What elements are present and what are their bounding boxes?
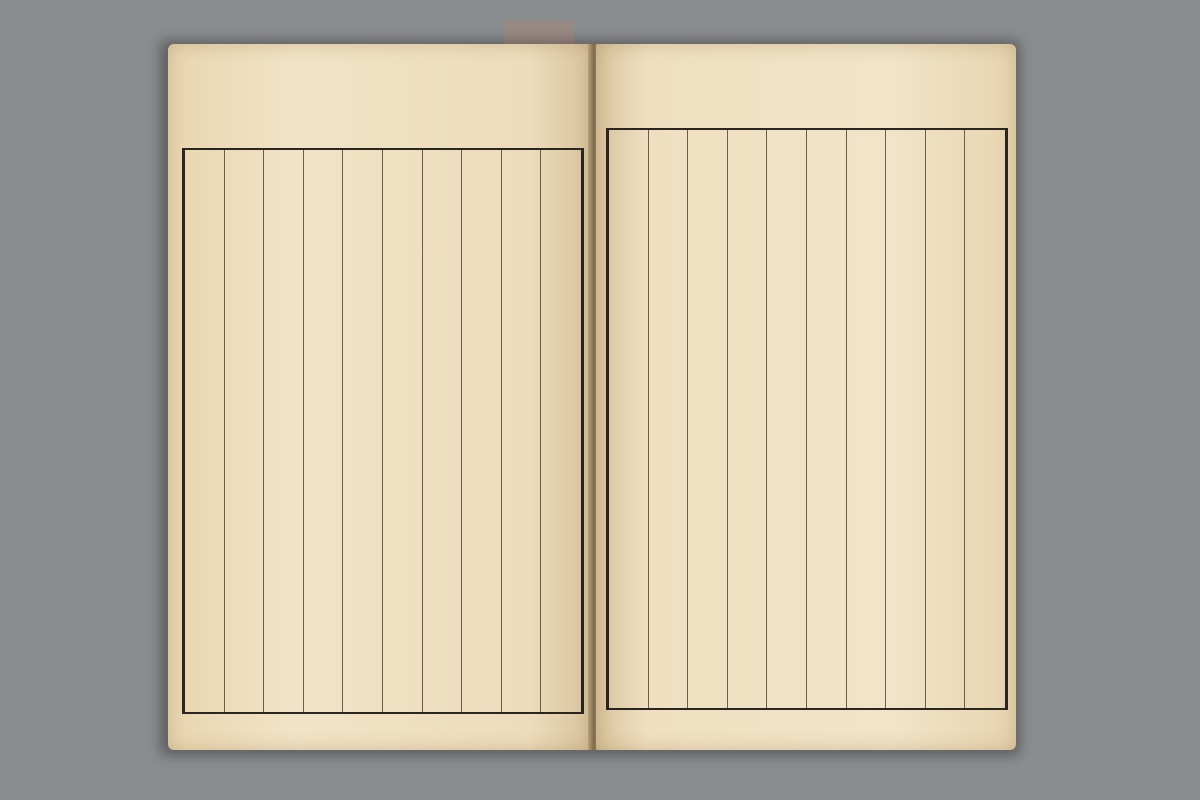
- text-column: [613, 140, 645, 698]
- column-rule: [964, 130, 965, 708]
- text-column: [347, 160, 379, 702]
- column-rule: [925, 130, 926, 708]
- column-rule: [806, 130, 807, 708]
- text-column: [653, 140, 685, 698]
- column-rule: [766, 130, 767, 708]
- column-rule: [224, 150, 225, 712]
- text-column: [692, 140, 724, 698]
- right-page: [596, 44, 1016, 750]
- text-column: [466, 160, 498, 702]
- column-rule: [382, 150, 383, 712]
- column-rule: [461, 150, 462, 712]
- text-column: [771, 140, 803, 698]
- column-rule: [885, 130, 886, 708]
- text-column: [890, 140, 922, 698]
- text-column: [189, 160, 221, 702]
- column-rule: [846, 130, 847, 708]
- left-page: [168, 44, 592, 750]
- column-rule: [303, 150, 304, 712]
- text-column: [732, 140, 764, 698]
- column-rule: [422, 150, 423, 712]
- text-column: [387, 160, 419, 702]
- text-column: [427, 160, 459, 702]
- column-rule: [501, 150, 502, 712]
- text-column: [811, 140, 843, 698]
- column-rule: [687, 130, 688, 708]
- text-column: [308, 160, 340, 702]
- left-text-frame: [182, 148, 584, 714]
- column-rule: [540, 150, 541, 712]
- column-rule: [263, 150, 264, 712]
- text-column: [229, 160, 261, 702]
- text-column: [969, 140, 1001, 698]
- folio-number: [1015, 550, 1039, 630]
- column-rule: [648, 130, 649, 708]
- open-book: [168, 44, 1016, 750]
- column-rule: [727, 130, 728, 708]
- text-column: [506, 160, 538, 702]
- right-text-frame: [606, 128, 1008, 710]
- text-column: [851, 140, 883, 698]
- text-column: [545, 160, 577, 702]
- text-column: [930, 140, 962, 698]
- text-column: [268, 160, 300, 702]
- column-rule: [342, 150, 343, 712]
